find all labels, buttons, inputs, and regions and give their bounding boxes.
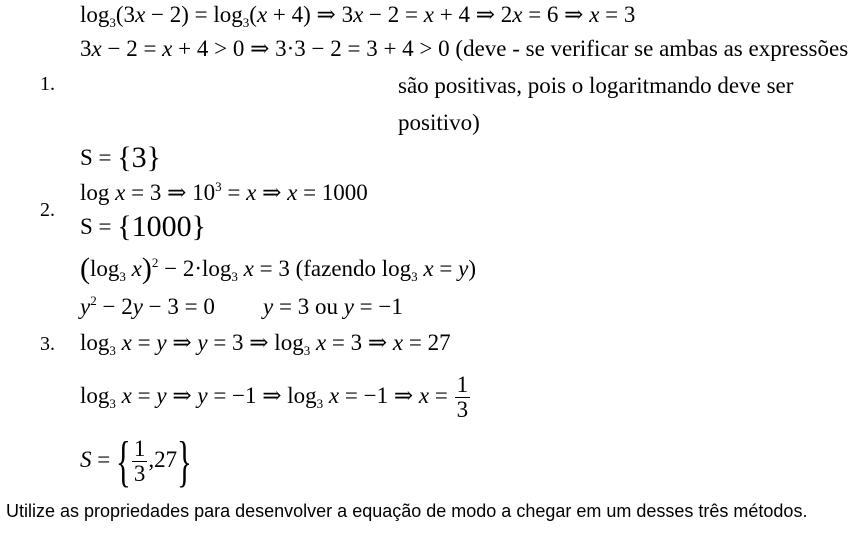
item3-solution: S = { $\frac{1}{3}$ ,27} xyxy=(80,430,192,493)
item3-substitution-line: ($\log_3$ $x)^2 - 2\cdot\log_3$ x = 3 (fazendo $\log_3 x = y$) xyxy=(80,252,477,285)
item1-check-line: 3x − 2 = x + 4 > 0 ⇒ 3·3 − 2 = 3 + 4 > 0 (deve - se verificar se ambas as expressões xyxy=(80,36,849,61)
item-number-3: 3. xyxy=(40,333,55,355)
item1-solution: S = {3} xyxy=(80,141,162,174)
item3-root1-line: $\log_3 x = y$ ⇒ y = 3 ⇒ $\log_3 x = 3$ ⇒ x = 27 xyxy=(80,330,451,358)
item1-note-line-2: são positivas, pois o logaritmando deve ser xyxy=(398,73,794,98)
instruction-paragraph: Utilize as propriedades para desenvolver a equação de modo a chegar em um desses três métodos. xyxy=(6,501,808,521)
item2-equation-line: log x = 3 ⇒ $10^3 = x$ ⇒ x = 1000 xyxy=(80,179,368,205)
item3-roots-line: y = 3 ou y = −1 xyxy=(263,294,403,319)
item-number-2: 2. xyxy=(40,199,55,221)
item-number-1: 1. xyxy=(40,73,55,95)
item1-note-line-1: (deve - se verificar se ambas as expressões xyxy=(455,36,849,61)
item3-quadratic-line: $y^2 - 2y - 3 = 0$ xyxy=(80,293,215,319)
item3-root2-line: $\log_3 x = y$ ⇒ y = −1 ⇒ $\log_3 x = -1$ ⇒ x = $\frac{1}{3}$ xyxy=(80,372,469,423)
item1-note-line-3: positivo) xyxy=(398,110,480,135)
item1-equation-line: $\log_3(3x - 2) = \log_3(x + 4)$ ⇒ 3x − 2 = x + 4 ⇒ 2x = 6 ⇒ x = 3 xyxy=(80,2,636,30)
solution-fraction: $\frac{1}{3}$ xyxy=(133,436,146,487)
fraction-one-third: $\frac{1}{3}$ xyxy=(456,372,469,423)
item2-solution: S = {1000} xyxy=(80,210,207,243)
